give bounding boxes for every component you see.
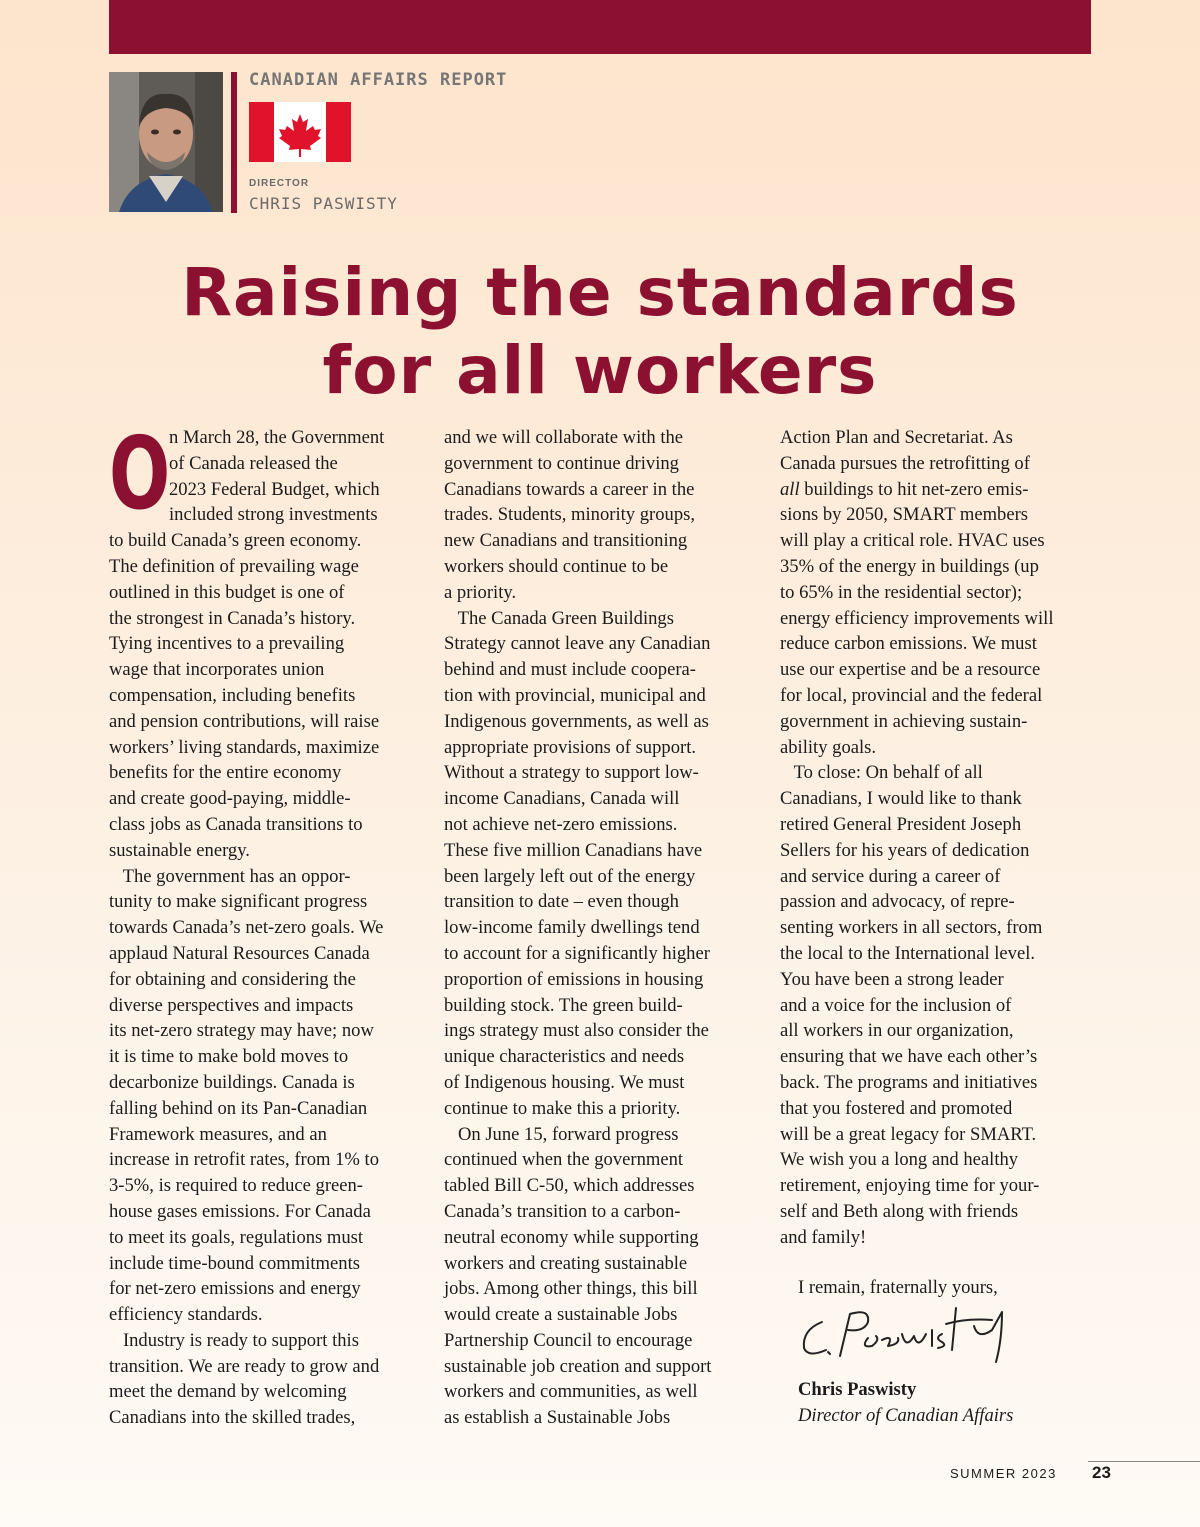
- text-line: of Canada released the: [169, 452, 338, 474]
- text-line: new Canadians and transitioning: [444, 530, 688, 552]
- text-line: a priority.: [444, 581, 517, 603]
- text-line: retirement, enjoying time for your-: [780, 1175, 1040, 1197]
- text-line: workers’ living standards, maximize: [109, 736, 380, 758]
- drop-cap: O: [109, 415, 171, 532]
- text-line: and create good-paying, middle-: [109, 788, 351, 810]
- text-line: to account for a significantly higher: [444, 942, 710, 964]
- text-line: house gases emissions. For Canada: [109, 1200, 371, 1222]
- text-line: that you fostered and promoted: [780, 1097, 1013, 1119]
- top-color-bar: [109, 0, 1091, 54]
- article-column-3: [780, 425, 1100, 1251]
- text-line: self and Beth along with friends: [780, 1200, 1019, 1222]
- text-line: towards Canada’s net-zero goals. We: [109, 917, 384, 939]
- text-line: Canada pursues the retrofitting of: [780, 452, 1030, 474]
- text-line: Partnership Council to encourage: [444, 1329, 693, 1351]
- text-line: Tying incentives to a prevailing: [109, 633, 345, 655]
- text-line: income Canadians, Canada will: [444, 788, 680, 810]
- text-line: continue to make this a priority.: [444, 1097, 681, 1119]
- text-line: On June 15, forward progress: [444, 1123, 679, 1145]
- text-line: not achieve net-zero emissions.: [444, 813, 678, 835]
- text-line: for obtaining and considering the: [109, 968, 356, 990]
- text-line: outlined in this budget is one of: [109, 581, 345, 603]
- text-line: and we will collaborate with the: [444, 427, 684, 448]
- title-line-1: Raising the standards: [181, 254, 1019, 331]
- text-line: class jobs as Canada transitions to: [109, 813, 363, 835]
- text-line: Indigenous governments, as well as: [444, 710, 709, 732]
- text-line: and pension contributions, will raise: [109, 710, 380, 732]
- text-line: reduce carbon emissions. We must: [780, 633, 1037, 655]
- signer-title: Director of Canadian Affairs: [798, 1405, 1014, 1426]
- text-line: use our expertise and be a resource: [780, 659, 1041, 681]
- text-line: as establish a Sustainable Jobs: [444, 1407, 671, 1429]
- signature-image: [796, 1300, 1026, 1370]
- text-line: it is time to make bold moves to: [109, 1046, 349, 1068]
- article-column-1: [109, 415, 429, 1431]
- section-label: CANADIAN AFFAIRS REPORT: [249, 70, 508, 90]
- text-line: government to continue driving: [444, 452, 679, 474]
- text-line: and family!: [780, 1226, 867, 1248]
- text-line: You have been a strong leader: [780, 968, 1004, 990]
- text-line: the local to the International level.: [780, 942, 1036, 964]
- text-line: workers and communities, as well: [444, 1381, 698, 1403]
- text-line: building stock. The green build-: [444, 994, 683, 1016]
- text-line: Strategy cannot leave any Canadian: [444, 633, 711, 655]
- text-line: would create a sustainable Jobs: [444, 1304, 678, 1326]
- text-line: Industry is ready to support this: [109, 1329, 359, 1351]
- text-line: all buildings to hit net-zero emis-: [780, 478, 1029, 500]
- text-line: sions by 2050, SMART members: [780, 504, 1029, 526]
- text-line: will be a great legacy for SMART.: [780, 1123, 1037, 1145]
- article-column-2: [444, 425, 764, 1431]
- text-line: passion and advocacy, of repre-: [780, 891, 1015, 913]
- text-line: behind and must include coopera-: [444, 659, 696, 681]
- text-line: Action Plan and Secretariat. As: [780, 427, 1013, 448]
- text-line: Without a strategy to support low-: [444, 762, 699, 784]
- text-line: benefits for the entire economy: [109, 762, 342, 784]
- text-line: meet the demand by welcoming: [109, 1381, 347, 1403]
- text-line: included strong investments: [169, 504, 378, 526]
- canada-flag-icon: [249, 102, 351, 162]
- text-line: for net-zero emissions and energy: [109, 1278, 361, 1300]
- footer-rule: [1088, 1461, 1200, 1462]
- text-line: continued when the government: [444, 1149, 684, 1171]
- text-line: 35% of the energy in buildings (up: [780, 555, 1039, 577]
- text-line: back. The programs and initiatives: [780, 1071, 1038, 1093]
- text-line: proportion of emissions in housing: [444, 968, 704, 990]
- text-line: wage that incorporates union: [109, 659, 325, 681]
- text-line: tion with provincial, municipal and: [444, 684, 706, 706]
- text-line: workers should continue to be: [444, 555, 669, 577]
- text-line: Canadians towards a career in the: [444, 478, 695, 500]
- text-line: the strongest in Canada’s history.: [109, 607, 356, 629]
- text-line: all workers in our organization,: [780, 1020, 1014, 1042]
- text-line: 2023 Federal Budget, which: [169, 478, 380, 500]
- text-line: ensuring that we have each other’s: [780, 1046, 1038, 1068]
- text-line: and service during a career of: [780, 865, 1001, 887]
- text-line: include time-bound commitments: [109, 1252, 360, 1274]
- text-line: workers and creating sustainable: [444, 1252, 688, 1274]
- text-line: transition to date – even though: [444, 891, 679, 913]
- text-line: To close: On behalf of all: [780, 762, 983, 784]
- text-line: The Canada Green Buildings: [444, 607, 674, 629]
- title-line-2: for all workers: [322, 332, 878, 409]
- text-line: applaud Natural Resources Canada: [109, 942, 370, 964]
- text-line: efficiency standards.: [109, 1304, 263, 1326]
- text-line: compensation, including benefits: [109, 684, 356, 706]
- text-line: We wish you a long and healthy: [780, 1149, 1019, 1171]
- text-line: Canadians, I would like to thank: [780, 788, 1022, 810]
- text-line: diverse perspectives and impacts: [109, 994, 354, 1016]
- text-line: for local, provincial and the federal: [780, 684, 1043, 706]
- text-line: jobs. Among other things, this bill: [444, 1278, 698, 1300]
- author-photo: [109, 72, 223, 212]
- page-number: 23: [1092, 1463, 1111, 1482]
- text-line: to 65% in the residential sector);: [780, 581, 1023, 603]
- text-line: ings strategy must also consider the: [444, 1020, 709, 1042]
- text-line: tunity to make significant progress: [109, 891, 368, 913]
- text-line: sustainable job creation and support: [444, 1355, 712, 1377]
- text-line: n March 28, the Government: [169, 427, 385, 448]
- article-title: [100, 254, 1100, 410]
- text-line: its net-zero strategy may have; now: [109, 1020, 374, 1042]
- text-line: Canada’s transition to a carbon-: [444, 1200, 681, 1222]
- text-line: low-income family dwellings tend: [444, 917, 700, 939]
- text-line: sustainable energy.: [109, 839, 250, 861]
- text-line: to meet its goals, regulations must: [109, 1226, 364, 1248]
- text-line: retired General President Joseph: [780, 813, 1022, 835]
- text-line: will play a critical role. HVAC uses: [780, 530, 1045, 552]
- issue-label: SUMMER 2023: [950, 1466, 1057, 1481]
- text-line: neutral economy while supporting: [444, 1226, 699, 1248]
- text-line: Framework measures, and an: [109, 1123, 327, 1145]
- text-line: senting workers in all sectors, from: [780, 917, 1043, 939]
- text-line: Canadians into the skilled trades,: [109, 1407, 356, 1429]
- text-line: Sellers for his years of dedication: [780, 839, 1030, 861]
- text-line: to build Canada’s green economy.: [109, 530, 362, 552]
- text-line: government in achieving sustain-: [780, 710, 1028, 732]
- text-line: falling behind on its Pan-Canadian: [109, 1097, 368, 1119]
- text-line: been largely left out of the energy: [444, 865, 696, 887]
- text-line: The government has an oppor-: [109, 865, 351, 887]
- text-line: decarbonize buildings. Canada is: [109, 1071, 355, 1093]
- text-line: of Indigenous housing. We must: [444, 1071, 685, 1093]
- signer-name: Chris Paswisty: [798, 1379, 917, 1400]
- text-line: trades. Students, minority groups,: [444, 504, 695, 526]
- text-line: and a voice for the inclusion of: [780, 994, 1012, 1016]
- text-line: increase in retrofit rates, from 1% to: [109, 1149, 380, 1171]
- text-line: unique characteristics and needs: [444, 1046, 685, 1068]
- text-line: 3-5%, is required to reduce green-: [109, 1175, 364, 1197]
- text-line: appropriate provisions of support.: [444, 736, 697, 758]
- header-accent-rule: [231, 72, 237, 213]
- text-line: energy efficiency improvements will: [780, 607, 1054, 629]
- text-line: tabled Bill C-50, which addresses: [444, 1175, 695, 1197]
- author-name: CHRIS PASWISTY: [249, 194, 398, 213]
- text-line: The definition of prevailing wage: [109, 555, 359, 577]
- text-line: transition. We are ready to grow and: [109, 1355, 380, 1377]
- author-role: DIRECTOR: [249, 178, 310, 189]
- signoff: I remain, fraternally yours,: [798, 1277, 998, 1298]
- text-line: ability goals.: [780, 736, 877, 758]
- text-line: These five million Canadians have: [444, 839, 703, 861]
